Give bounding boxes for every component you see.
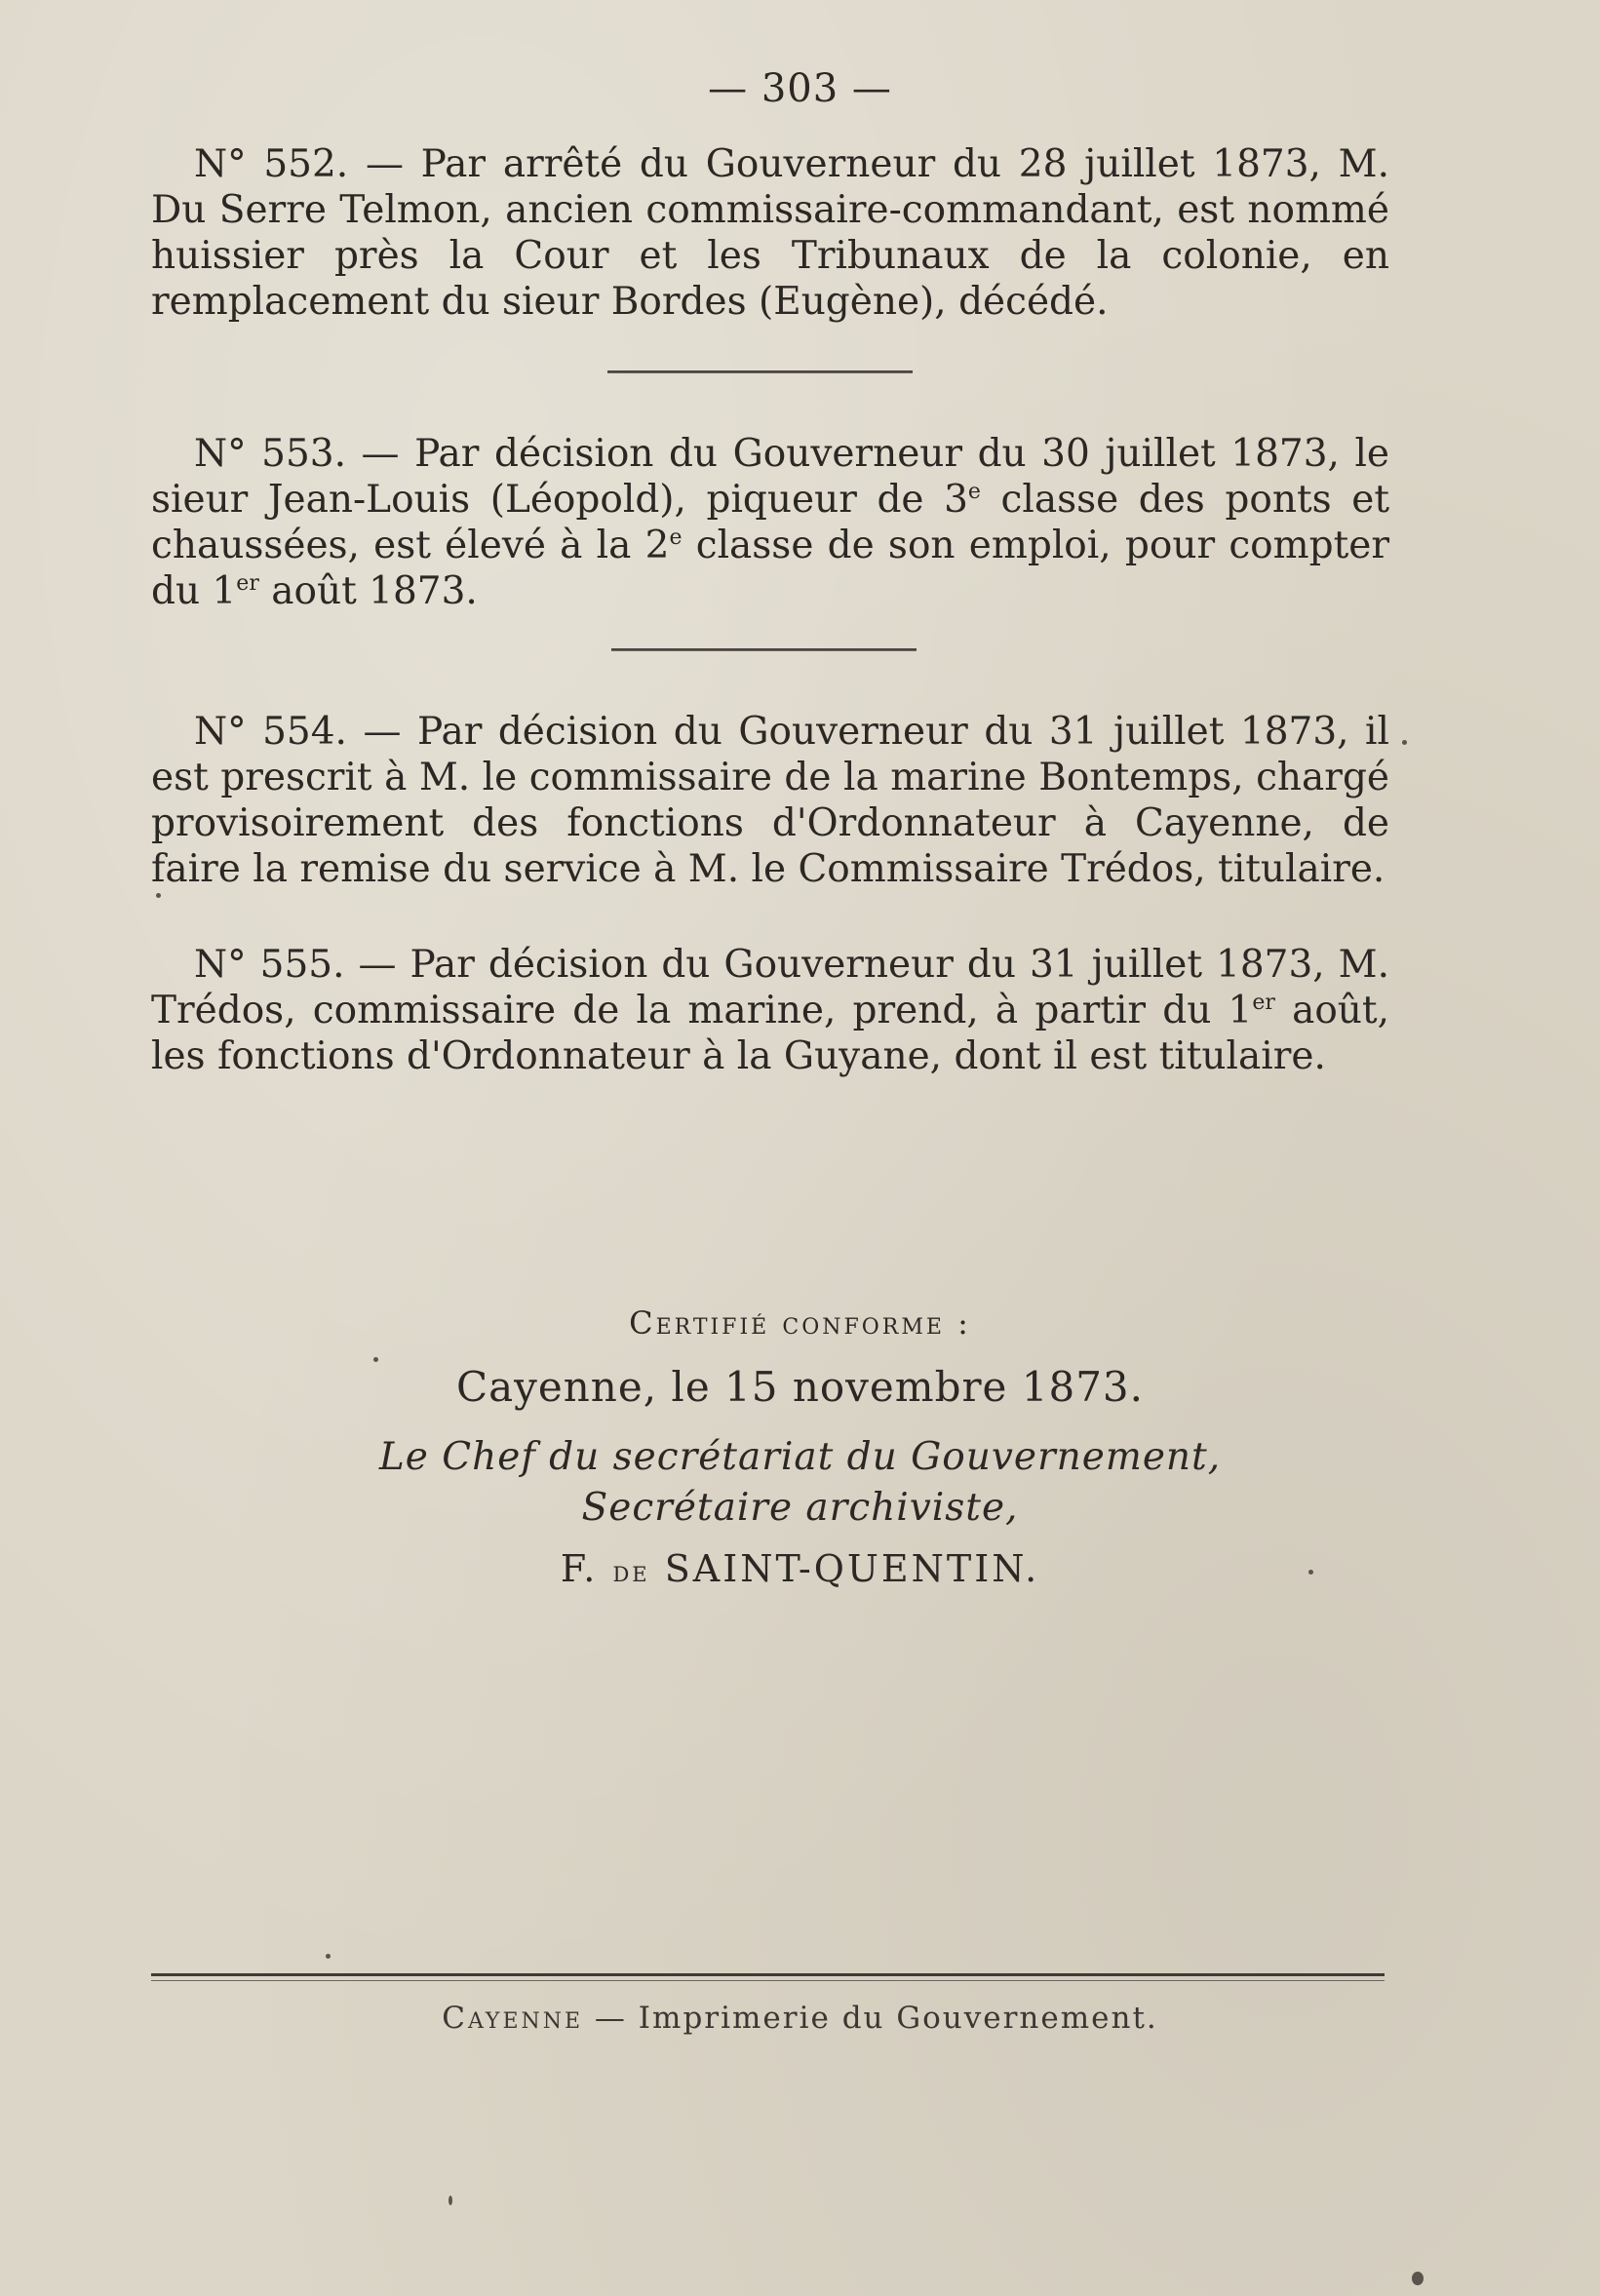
signatory-subtitle: Secrétaire archiviste, [581, 1486, 1019, 1530]
certification-heading: Certifié conforme : [629, 1304, 971, 1342]
paper-speck [1402, 740, 1407, 745]
imprint-printer: Imprimerie du Gouvernement. [638, 2001, 1158, 2036]
section-divider [611, 648, 917, 651]
paper-speck [449, 2196, 452, 2205]
entry-text: août, les fonctions d'Ordonnateur à la Guyane, dont il est titulaire. [151, 989, 1389, 1078]
section-divider [607, 370, 913, 373]
entry-text: août 1873. [258, 569, 478, 613]
signature-surname: SAINT-QUENTIN. [664, 1547, 1040, 1590]
entry-number: N° 555. [194, 943, 345, 987]
paper-speck [326, 1954, 331, 1959]
footer-divider [151, 1973, 1385, 1976]
entry-text: — Par décision du Gouverneur du 31 juillet 1873, M. Trédos, commissaire de la marine, prend, à partir du 1 [151, 943, 1389, 1032]
signature-particle: de [612, 1555, 650, 1589]
paper-speck [156, 893, 161, 898]
signatory-title: Le Chef du secrétariat du Gouvernement, [378, 1435, 1222, 1479]
entry-number: N° 552. [194, 142, 349, 186]
ordinal-superscript: e [967, 480, 981, 504]
entry-555 [151, 942, 1389, 1079]
paper-speck [1308, 1570, 1313, 1575]
entry-554 [151, 709, 1389, 892]
signature-initial: F. [560, 1547, 599, 1590]
paper-speck [1412, 2272, 1424, 2285]
entry-text: — Par décision du Gouverneur du 31 juillet 1873, il est prescrit à M. le commissaire de la marine Bontemps, chargé provisoirement des fonctions d'Ordonnateur à Cayenne, de faire la remise du service à M. le Commissaire Trédos, titulaire. [151, 710, 1389, 891]
signatory-name [0, 1547, 1600, 1590]
entry-553 [151, 431, 1389, 614]
entry-text: classe de son emploi, pour compter du 1 [151, 524, 1389, 613]
ordinal-superscript: er [236, 571, 259, 596]
entry-552 [151, 141, 1389, 325]
certification-date: Cayenne, le 15 novembre 1873. [456, 1363, 1144, 1411]
entry-text: classe des ponts et chaussées, est élevé à la 2 [151, 478, 1389, 567]
printer-imprint [0, 2001, 1600, 2036]
certification-block [0, 1304, 1600, 1590]
imprint-city: Cayenne [442, 2001, 584, 2036]
entry-number: N° 553. [194, 432, 346, 476]
footer-divider-thin [151, 1980, 1385, 1981]
page-number: — 303 — [708, 66, 892, 111]
entry-number: N° 554. [194, 710, 347, 754]
entry-text: — Par arrêté du Gouverneur du 28 juillet 1873, M. Du Serre Telmon, ancien commissaire-commandant, est nommé huissier près la Cour et les Tribunaux de la colonie, en remplacement du sieur Bordes (Eugène), décédé. [151, 142, 1389, 324]
ordinal-superscript: er [1252, 991, 1275, 1015]
imprint-separator: — [583, 2001, 639, 2036]
ordinal-superscript: e [669, 525, 683, 550]
paper-speck [373, 1357, 378, 1362]
entry-text: — Par décision du Gouverneur du 30 juillet 1873, le sieur Jean-Louis (Léopold), piqueur de 3 [151, 432, 1389, 522]
